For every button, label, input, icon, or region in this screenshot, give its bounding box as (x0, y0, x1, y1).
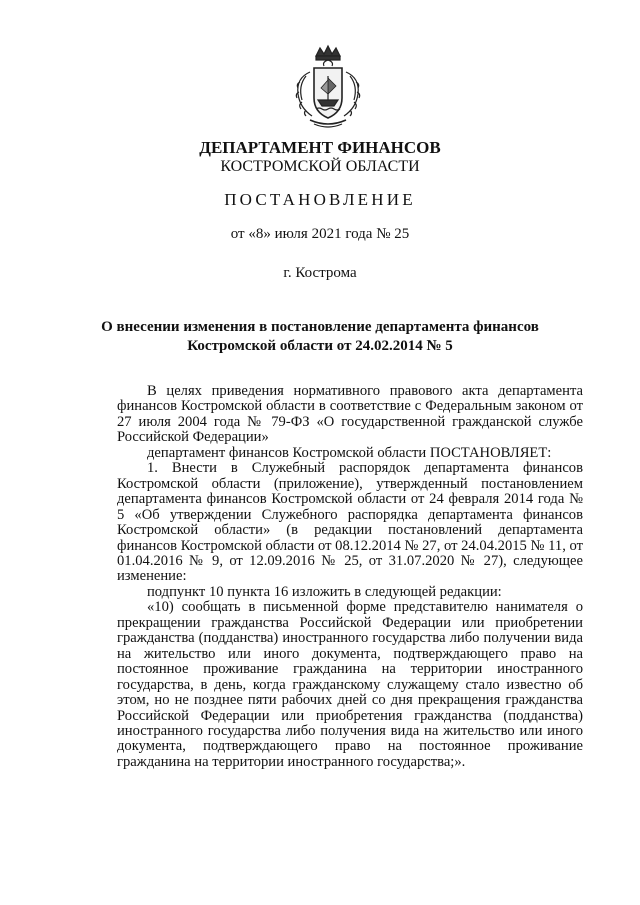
preamble-paragraph: В целях приведения нормативного правового акта департамента финансов Костромской области в соответствие с Федеральным законом от 27 июля 2004 года № 79-ФЗ «О государственной гражданской службе Российской Федерации» (117, 383, 583, 446)
subject-line-2: Костромской области от 24.02.2014 № 5 (187, 338, 453, 354)
document-type: ПОСТАНОВЛЕНИЕ (224, 190, 416, 209)
subject-line-1: О внесении изменения в постановление департамента финансов (101, 319, 539, 335)
clause-1-paragraph: 1. Внести в Служебный распорядок департамента финансов Костромской области (приложение), утвержденный постановлением департамента финансов Костромской области от 24 февраля 2014 года № 5 «Об утверждении Служебного распорядка департамента финансов Костромской области» (в редакции постановлений департамента финансов Костромской области от 08.12.2014 № 27, от 24.04.2015 № 11, от 01.04.2016 № 9, от 12.09.2016 № 25, от 31.07.2020 № 27), следующее изменение: (117, 460, 583, 585)
subclause-text-paragraph: «10) сообщать в письменной форме представителю нанимателя о прекращении гражданства Российской Федерации или приобретении гражданства (подданства) иностранного государства либо получении вида на жительство или иного документа, подтверждающего право на постоянное проживание гражданина на территории иностранного государства, в день, когда гражданскому служащему стало известно об этом, но не позднее пяти рабочих дней со дня прекращения гражданства Российской Федерации или приобретения гражданства (подданства) иностранного государства либо получения вида на жительство или иного документа, подтверждающего право на постоянное проживание гражданина на территории иностранного государства;». (117, 599, 583, 770)
document-city: г. Кострома (283, 265, 357, 281)
document-subject (0, 318, 640, 356)
coat-of-arms-icon (288, 42, 368, 132)
subclause-intro-paragraph: подпункт 10 пункта 16 изложить в следующей редакции: (147, 583, 502, 600)
department-name: ДЕПАРТАМЕНТ ФИНАНСОВ (199, 138, 441, 157)
department-region: КОСТРОМСКОЙ ОБЛАСТИ (220, 158, 420, 175)
document-body (117, 384, 583, 770)
document-date-number: от «8» июля 2021 года № 25 (230, 226, 410, 242)
resolution-paragraph: департамент финансов Костромской области ПОСТАНОВЛЯЕТ: (147, 444, 552, 461)
